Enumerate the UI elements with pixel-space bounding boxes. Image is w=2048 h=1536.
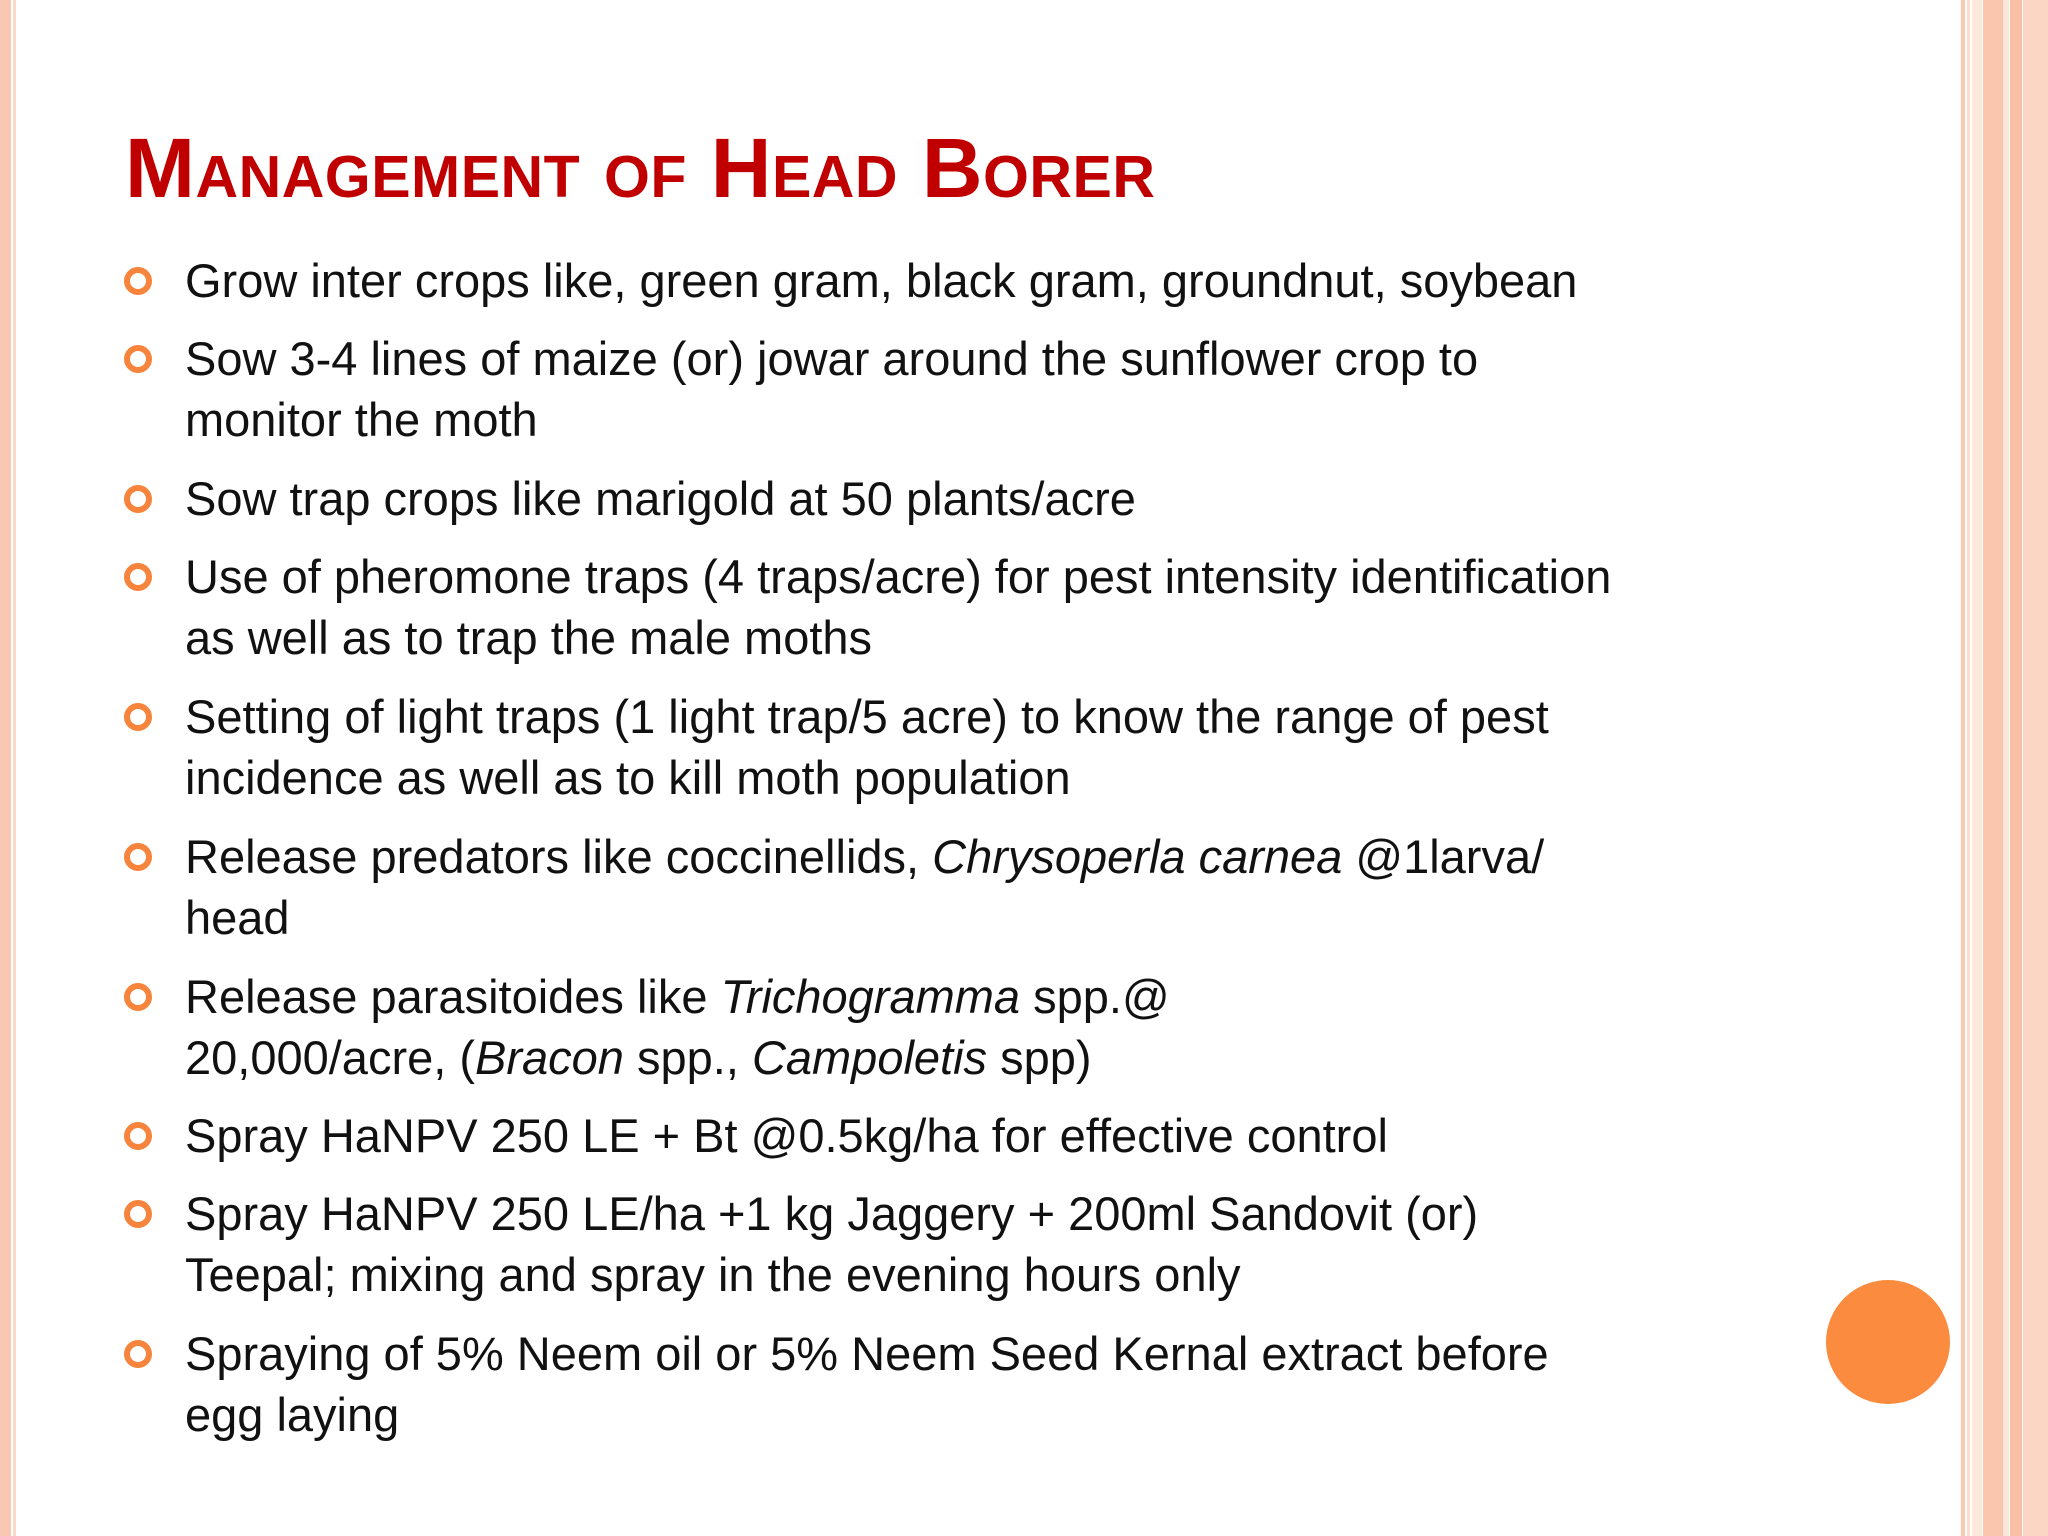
ring-bullet-icon — [124, 267, 152, 295]
text-segment: Release predators like coccinellids, — [185, 830, 933, 883]
text-segment: Setting of light traps (1 light trap/5 acre) to know the range of pest — [185, 690, 1549, 743]
species-name: Chrysoperla carnea — [932, 830, 1343, 883]
ring-bullet-icon — [124, 1340, 152, 1368]
ring-bullet-icon — [124, 703, 152, 731]
bullet-line — [185, 887, 1765, 948]
text-segment: incidence as well as to kill moth population — [185, 751, 1071, 804]
bullet-line — [185, 1244, 1765, 1305]
bullet-line — [185, 250, 1765, 311]
text-segment: Grow inter crops like, green gram, black gram, groundnut, soybean — [185, 254, 1578, 307]
ring-bullet-icon — [124, 563, 152, 591]
bullet-line — [185, 468, 1765, 529]
bullet-text — [185, 686, 1765, 808]
species-name: Campoletis — [751, 1031, 988, 1084]
species-name: Bracon — [475, 1031, 624, 1084]
right-border-stripe — [2010, 0, 2022, 1536]
right-border-stripe — [1961, 0, 1965, 1536]
ring-bullet-icon — [124, 1200, 152, 1228]
orange-circle-decoration — [1826, 1280, 1950, 1404]
right-border-stripe — [1972, 0, 1982, 1536]
bullet-line — [185, 686, 1765, 747]
bullet-text — [185, 1183, 1765, 1305]
species-name: Trichogramma — [720, 970, 1021, 1023]
left-border-stripe — [0, 0, 11, 1536]
text-segment: egg laying — [185, 1388, 400, 1441]
text-segment: Spraying of 5% Neem oil or 5% Neem Seed Kernal extract before — [185, 1327, 1549, 1380]
text-segment: Spray HaNPV 250 LE + Bt @0.5kg/ha for effective control — [185, 1109, 1388, 1162]
text-segment: Sow trap crops like marigold at 50 plants/acre — [185, 472, 1136, 525]
right-border-stripe — [2003, 0, 2009, 1536]
ring-bullet-icon — [124, 485, 152, 513]
text-segment: spp.@ — [1020, 970, 1170, 1023]
text-segment: spp) — [987, 1031, 1092, 1084]
text-segment: Use of pheromone traps (4 traps/acre) for pest intensity identification — [185, 550, 1612, 603]
text-segment: Release parasitoides like — [185, 970, 721, 1023]
bullet-line — [185, 607, 1765, 668]
bullet-text — [185, 1323, 1765, 1445]
text-segment: head — [185, 891, 290, 944]
bullet-line — [185, 546, 1765, 607]
bullet-line — [185, 328, 1765, 389]
text-segment: @1larva/ — [1342, 830, 1545, 883]
bullet-text — [185, 826, 1765, 948]
bullet-text — [185, 250, 1765, 311]
bullet-line — [185, 966, 1765, 1027]
bullet-line — [185, 1384, 1765, 1445]
text-segment: monitor the moth — [185, 393, 538, 446]
bullet-text — [185, 966, 1765, 1088]
bullet-line — [185, 389, 1765, 450]
ring-bullet-icon — [124, 983, 152, 1011]
bullet-line — [185, 747, 1765, 808]
slide-title: Management of Head Borer — [125, 121, 1156, 215]
right-border-stripe — [1967, 0, 1970, 1536]
bullet-line — [185, 1323, 1765, 1384]
bullet-line — [185, 1105, 1765, 1166]
text-segment: Teepal; mixing and spray in the evening hours only — [185, 1248, 1241, 1301]
text-segment: Sow 3-4 lines of maize (or) jowar around the sunflower crop to — [185, 332, 1479, 385]
bullet-text — [185, 546, 1765, 668]
bullet-text — [185, 1105, 1765, 1166]
bullet-text — [185, 328, 1765, 450]
bullet-text — [185, 468, 1765, 529]
right-border-stripe — [1983, 0, 2003, 1536]
bullet-line — [185, 1183, 1765, 1244]
ring-bullet-icon — [124, 843, 152, 871]
text-segment: spp., — [623, 1031, 752, 1084]
text-segment: Spray HaNPV 250 LE/ha +1 kg Jaggery + 200ml Sandovit (or) — [185, 1187, 1479, 1240]
bullet-line — [185, 1027, 1765, 1088]
ring-bullet-icon — [124, 345, 152, 373]
left-border-line — [13, 0, 16, 1536]
bullet-line — [185, 826, 1765, 887]
text-segment: 20,000/acre, ( — [185, 1031, 476, 1084]
right-border-stripe — [2023, 0, 2048, 1536]
text-segment: as well as to trap the male moths — [185, 611, 873, 664]
ring-bullet-icon — [124, 1122, 152, 1150]
